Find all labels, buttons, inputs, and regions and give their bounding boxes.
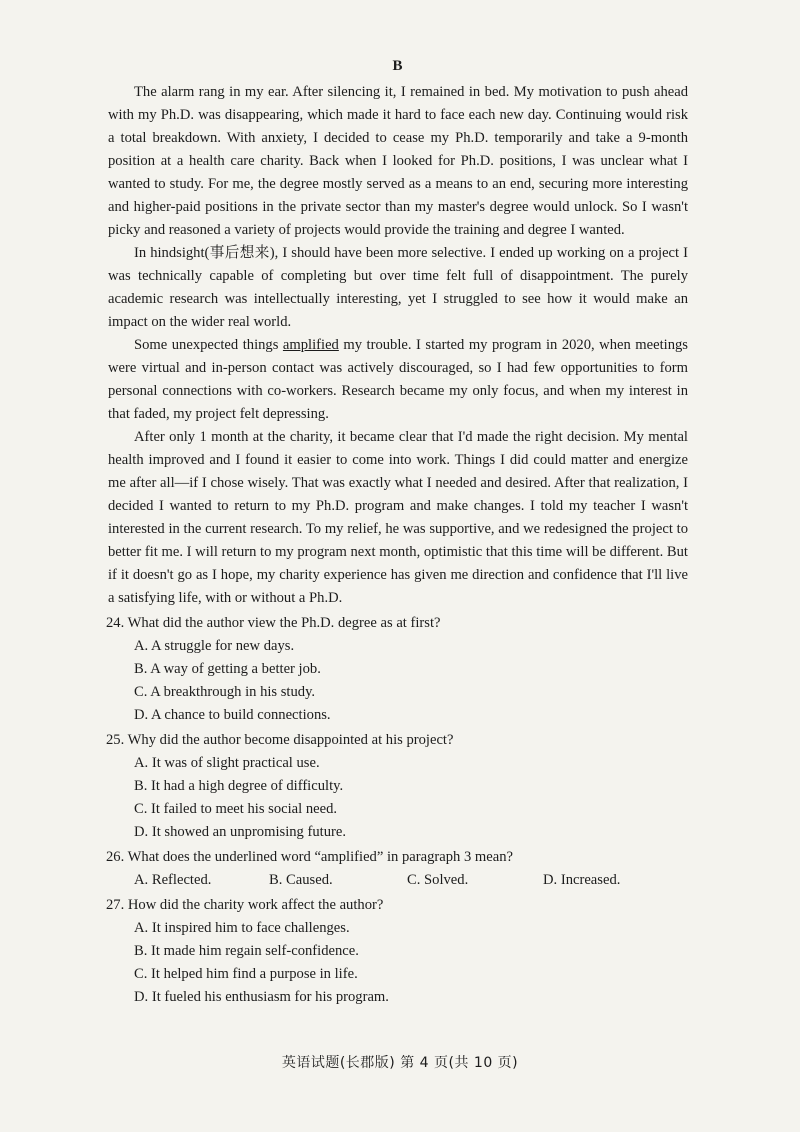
option-b: B. A way of getting a better job. <box>134 661 321 677</box>
question-26 <box>108 846 688 892</box>
question-stem: 26. What does the underlined word “amplified” in paragraph 3 mean? <box>106 849 513 865</box>
passage-paragraph-4: After only 1 month at the charity, it became clear that I'd made the right decision. My mental health improved and I found it easier to come into work. Things I did could matter and energize me after all—if I chose wisely. That was exactly what I needed and desired. After that realization, I decided I wanted to return to my Ph.D. program and make changes. I told my teacher I wasn't interested in the current research. To my relief, he was supportive, and we redesigned the project to better fit me. I will return to my program next month, optimistic that this time will be different. But if it doesn't go as I hope, my charity experience has given me direction and confidence that I'll live a satisfying life, with or without a Ph.D. <box>108 429 688 606</box>
passage-paragraph-2: In hindsight(事后想来), I should have been more selective. I ended up working on a project I was technically capable of completing but over time felt full of disappointment. The purely academic research was intellectually interesting, yet I struggled to see how it would make an impact on the wider real world. <box>108 245 688 330</box>
passage-paragraph-3 <box>108 334 688 426</box>
option-a: A. A struggle for new days. <box>134 638 295 654</box>
option-c: C. Solved. <box>407 872 469 888</box>
question-25 <box>108 729 688 844</box>
option-b: B. Caused. <box>269 872 333 888</box>
option-c: C. It failed to meet his social need. <box>134 801 338 817</box>
option-d: D. A chance to build connections. <box>134 707 331 723</box>
option-d: D. It showed an unpromising future. <box>134 824 346 840</box>
option-a: A. It inspired him to face challenges. <box>134 920 350 936</box>
option-a: A. It was of slight practical use. <box>134 755 320 771</box>
question-stem: 24. What did the author view the Ph.D. degree as at first? <box>106 615 441 631</box>
option-d: D. Increased. <box>543 872 621 888</box>
paragraph-3-lead: Some unexpected things <box>134 337 283 353</box>
question-stem: 25. Why did the author become disappointed at his project? <box>106 732 454 748</box>
underlined-word: amplified <box>282 337 339 353</box>
option-c: C. It helped him find a purpose in life. <box>134 966 358 982</box>
option-b: B. It made him regain self-confidence. <box>134 943 359 959</box>
option-row <box>134 869 688 892</box>
paragraph-3-rest: my trouble. I started my program in 2020, when meetings were virtual and in-person contact was actively discouraged, so I had few opportunities to form personal connections with co-workers. Research became my only focus, and when my interest in that faded, my project felt depressing. <box>108 337 688 422</box>
option-b: B. It had a high degree of difficulty. <box>134 778 344 794</box>
option-d: D. It fueled his enthusiasm for his program. <box>134 989 389 1005</box>
question-stem: 27. How did the charity work affect the author? <box>106 897 384 913</box>
option-c: C. A breakthrough in his study. <box>134 684 316 700</box>
question-24 <box>108 612 688 727</box>
section-title: B <box>392 58 404 74</box>
question-27 <box>108 894 688 1009</box>
option-a: A. Reflected. <box>134 872 212 888</box>
page-footer: 英语试题(长郡版) 第 4 页(共 10 页) <box>281 1055 519 1071</box>
passage-paragraph-1: The alarm rang in my ear. After silencing it, I remained in bed. My motivation to push ahead with my Ph.D. was disappearing, which made it hard to face each new day. Continuing would risk a total breakdown. With anxiety, I decided to cease my Ph.D. temporarily and take a 9-month position at a health care charity. Back when I looked for Ph.D. positions, I was unclear what I wanted to study. For me, the degree mostly served as a means to an end, securing more interesting and higher-paid positions in the private sector than my master's degree would unlock. So I wasn't picky and reasoned a variety of projects would provide the training and degree I wanted. <box>108 84 688 238</box>
